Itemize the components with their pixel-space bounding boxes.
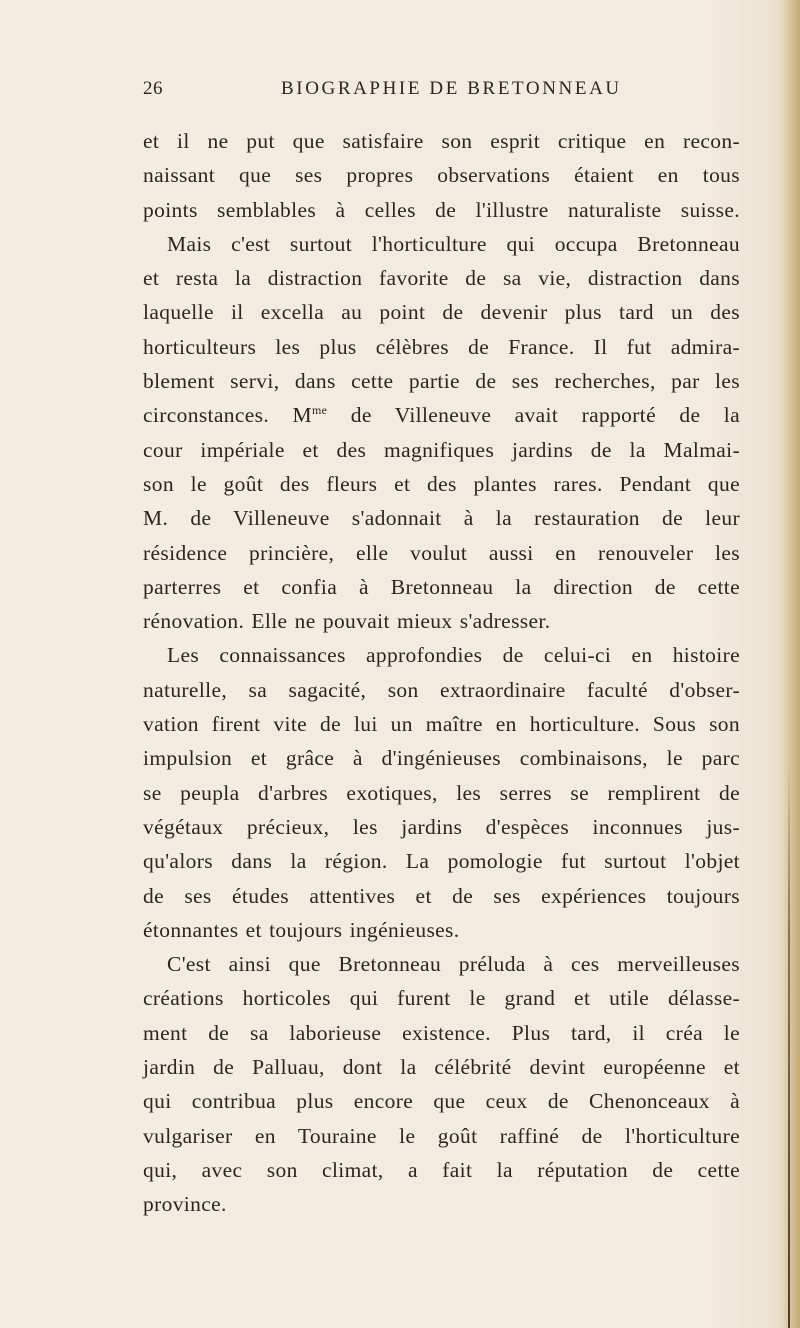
superscript-abbrev: me bbox=[311, 403, 328, 418]
text-line: Mais c'est surtout l'horticulture qui occupa Bretonneau bbox=[167, 231, 740, 256]
text-line: Les connaissances approfondies de celui-ci en histoire bbox=[167, 643, 740, 668]
text-line: vulgariser en Touraine le goût raffiné de l'horticulture bbox=[143, 1123, 740, 1148]
text-line: végétaux précieux, les jardins d'espèces inconnues jus- bbox=[143, 814, 740, 839]
text-line: et resta la distraction favorite de sa vie, distraction dans bbox=[143, 266, 740, 291]
text-line: son le goût des fleurs et des plantes rares. Pendant que bbox=[143, 471, 740, 496]
text-line: jardin de Palluau, dont la célébrité devint européenne et bbox=[143, 1055, 740, 1080]
text-line: étonnantes et toujours ingénieuses. bbox=[143, 917, 460, 942]
text-line: blement servi, dans cette partie de ses recherches, par les bbox=[143, 369, 740, 394]
page-edge-line bbox=[788, 760, 790, 1328]
text-line: points semblables à celles de l'illustre naturaliste suisse. bbox=[143, 197, 740, 222]
running-head: BIOGRAPHIE DE BRETONNEAU bbox=[281, 78, 622, 99]
body-text bbox=[143, 124, 740, 1222]
text-line: province. bbox=[143, 1192, 227, 1217]
text-line: vation firent vite de lui un maître en horticulture. Sous son bbox=[143, 712, 740, 737]
text-line: naissant que ses propres observations étaient en tous bbox=[143, 163, 740, 188]
text-line: naturelle, sa sagacité, son extraordinaire faculté d'obser- bbox=[143, 677, 740, 702]
text-line: horticulteurs les plus célèbres de France. Il fut admira- bbox=[143, 334, 740, 359]
text-line-composite bbox=[143, 398, 740, 432]
text-line: impulsion et grâce à d'ingénieuses combinaisons, le parc bbox=[143, 746, 740, 771]
text-line: cour impériale et des magnifiques jardins de la Malmai- bbox=[143, 437, 740, 462]
text-fragment: de Villeneuve avait rapporté de la bbox=[350, 403, 741, 428]
text-line: ment de sa laborieuse existence. Plus tard, il créa le bbox=[143, 1020, 740, 1045]
text-line: et il ne put que satisfaire son esprit critique en recon- bbox=[143, 129, 740, 153]
text-line: M. de Villeneuve s'adonnait à la restauration de leur bbox=[143, 506, 740, 531]
text-line: qui contribua plus encore que ceux de Chenonceaux à bbox=[143, 1089, 740, 1114]
page-number: 26 bbox=[143, 78, 163, 99]
text-line: de ses études attentives et de ses expériences toujours bbox=[143, 883, 740, 908]
text-line: parterres et confia à Bretonneau la direction de cette bbox=[143, 574, 740, 599]
text-line: laquelle il excella au point de devenir plus tard un des bbox=[143, 300, 740, 325]
page-header bbox=[143, 78, 740, 106]
text-line: se peupla d'arbres exotiques, les serres se remplirent de bbox=[143, 780, 740, 805]
text-line: C'est ainsi que Bretonneau préluda à ces merveilleuses bbox=[167, 952, 740, 977]
text-line: qu'alors dans la région. La pomologie fut surtout l'objet bbox=[143, 849, 740, 874]
text-line: créations horticoles qui furent le grand et utile délasse- bbox=[143, 986, 740, 1011]
text-line: qui, avec son climat, a fait la réputation de cette bbox=[143, 1157, 740, 1182]
text-fragment: circonstances. M bbox=[143, 403, 312, 428]
text-line: rénovation. Elle ne pouvait mieux s'adresser. bbox=[143, 609, 551, 634]
text-line: résidence princière, elle voulut aussi en renouveler les bbox=[143, 540, 740, 565]
